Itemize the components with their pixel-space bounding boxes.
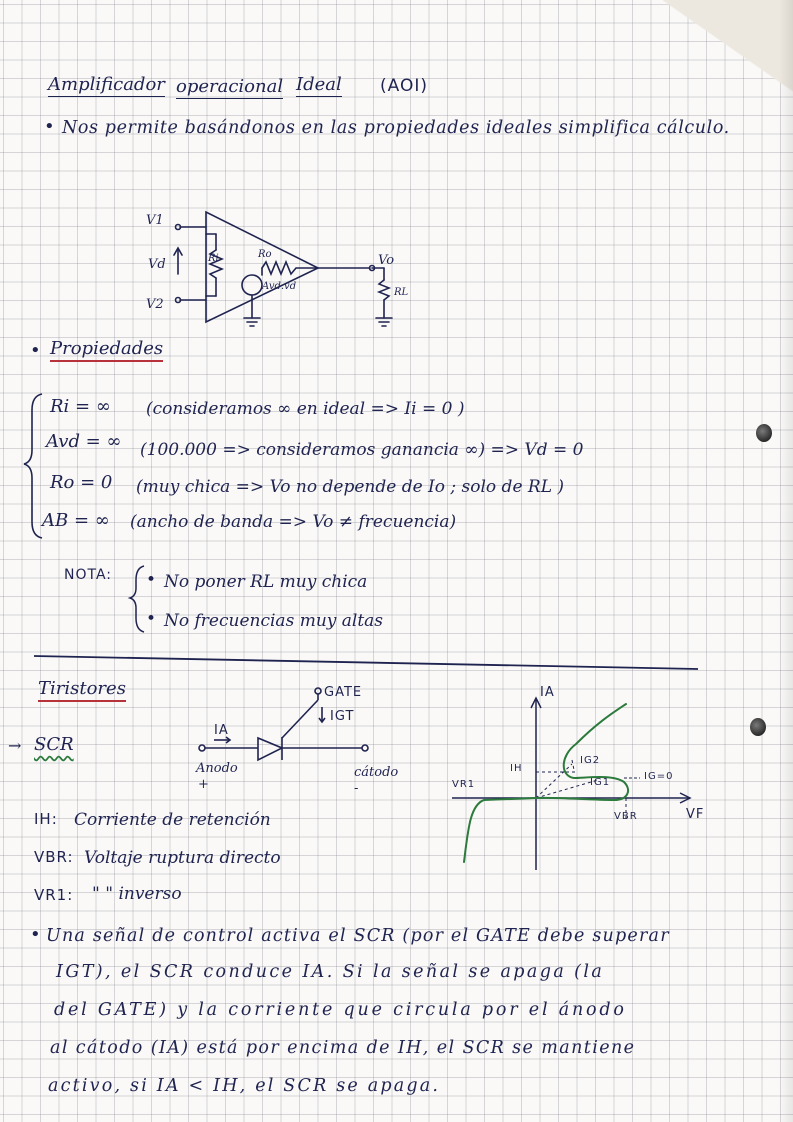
title-word-3: Ideal — [296, 74, 342, 95]
graph-label-ig1: IG1 — [590, 777, 611, 788]
label-vd: Vd — [148, 257, 166, 272]
prop-ab-right: (ancho de banda => Vo ≠ frecuencia) — [130, 512, 457, 532]
paragraph-line-2: IGT), el SCR conduce IA. Si la señal se apaga (la — [56, 962, 605, 982]
nota-label: NOTA: — [64, 567, 113, 583]
def-text-ih: Corriente de retención — [74, 810, 271, 830]
arrow-icon: → — [8, 736, 22, 755]
paragraph-line-3: del GATE) y la corriente que circula por el ánodo — [54, 1000, 627, 1020]
graph-label-ih: IH — [510, 763, 523, 774]
prop-ab-left: AB = ∞ — [42, 510, 110, 531]
paragraph-line-5: activo, si IA < IH, el SCR se apaga. — [48, 1076, 441, 1096]
nota-item-2: No frecuencias muy altas — [164, 611, 384, 631]
nota-dot: • — [146, 609, 157, 629]
def-term-vr1: VR1: — [34, 886, 74, 904]
def-text-vr1: " " inverso — [92, 884, 182, 904]
graph-label-vr1: VR1 — [452, 779, 476, 790]
nota-dot: • — [146, 570, 157, 590]
title-word-2: operacional — [176, 76, 284, 97]
prop-ro-left: Ro = 0 — [50, 472, 113, 493]
label-catodo: cátodo — [354, 765, 399, 780]
label-ro: Ro — [258, 249, 272, 260]
label-source: Avd.vd — [262, 281, 297, 292]
label-rl: RL — [394, 287, 409, 298]
prop-ro-right: (muy chica => Vo no depende de Io ; solo de RL ) — [136, 477, 565, 497]
scr-label: SCR — [34, 734, 74, 755]
bullet-dot: • — [30, 924, 41, 945]
title-abbr: (AOI) — [380, 76, 428, 96]
label-igt: IGT — [330, 709, 355, 724]
label-v2: V2 — [146, 297, 164, 312]
def-text-vbr: Voltaje ruptura directo — [84, 848, 281, 868]
graph-label-ig0: IG=0 — [644, 771, 674, 782]
nota-item-1: No poner RL muy chica — [164, 572, 368, 592]
bullet-dot: • — [30, 340, 41, 361]
bullet-dot: • — [44, 116, 55, 137]
label-minus: - — [354, 781, 359, 796]
label-vo: Vo — [378, 253, 395, 268]
graph-label-ig2: IG2 — [580, 755, 601, 766]
label-gate: GATE — [324, 685, 363, 700]
def-term-vbr: VBR: — [34, 848, 74, 866]
prop-ri-right: (consideramos ∞ en ideal => Ii = 0 ) — [146, 399, 465, 419]
label-v1: V1 — [146, 213, 164, 228]
label-plus: + — [198, 777, 209, 792]
graph-axis-ia: IA — [540, 685, 555, 700]
graph-axis-vf: VF — [686, 807, 705, 822]
label-ri: Ri — [208, 253, 219, 264]
graph-label-vbr: VBR — [614, 811, 638, 822]
title-word-1: Amplificador — [48, 74, 165, 95]
label-anodo: Anodo — [196, 761, 238, 776]
prop-avd-left: Avd = ∞ — [46, 431, 122, 452]
prop-avd-right: (100.000 => consideramos ganancia ∞) => Vd = 0 — [140, 440, 584, 460]
prop-ri-left: Ri = ∞ — [50, 396, 111, 417]
label-ia: IA — [214, 723, 229, 738]
paragraph-line-4: al cátodo (IA) está por encima de IH, el SCR se mantiene — [50, 1038, 636, 1058]
tiristores-title: Tiristores — [38, 680, 126, 702]
def-term-ih: IH: — [34, 810, 58, 828]
props-title: Propiedades — [50, 340, 163, 362]
aoi-bullet-text: Nos permite basándonos en las propiedades ideales simplifica cálculo. — [62, 118, 730, 138]
paragraph-line-1: Una señal de control activa el SCR (por el GATE debe superar — [46, 926, 670, 946]
